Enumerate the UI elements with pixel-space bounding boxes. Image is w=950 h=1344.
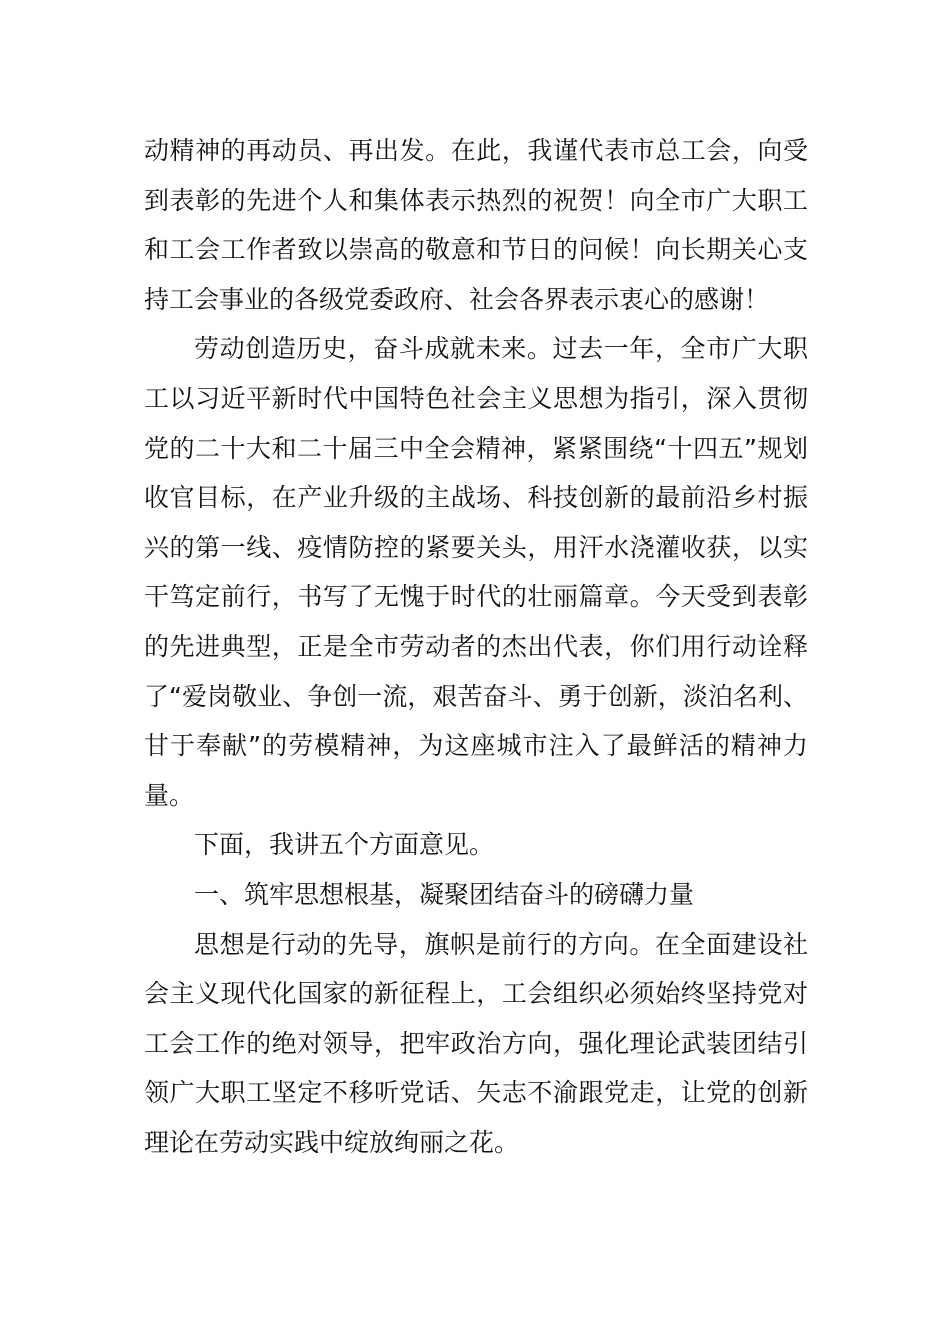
section-heading-one: 一、筑牢思想根基，凝聚团结奋斗的磅礴力量: [194, 879, 695, 909]
document-body: [144, 126, 808, 1167]
paragraph-labor-history: 劳动创造历史，奋斗成就未来。过去一年，全市广大职工以习近平新时代中国特色社会主义思想为指引，深入贯彻党的二十大和二十届三中全会精神，紧紧围绕“十四五”规划收官目标，在产业升级的主战场、科技创新的最前沿乡村振兴的第一线、疫情防控的紧要关头，用汗水浇灌收获，以实干笃定前行，书写了无愧于时代的壮丽篇章。今天受到表彰的先进典型，正是全市劳动者的杰出代表，你们用行动诠释了“爱岗敬业、争创一流，艰苦奋斗、勇于创新，淡泊名利、甘于奉献”的劳模精神，为这座城市注入了最鲜活的精神力量。: [144, 334, 808, 810]
paragraph-five-opinions: 下面，我讲五个方面意见。: [194, 830, 495, 860]
paragraph-continuation: 动精神的再动员、再出发。在此，我谨代表市总工会，向受到表彰的先进个人和集体表示热烈的祝贺！向全市广大职工和工会工作者致以崇高的敬意和节日的问候！向长期关心支持工会事业的各级党委政府、社会各界表示衷心的感谢！: [144, 136, 808, 314]
paragraph-ideological-foundation: 思想是行动的先导，旗帜是前行的方向。在全面建设社会主义现代化国家的新征程上，工会组织必须始终坚持党对工会工作的绝对领导，把牢政治方向，强化理论武装团结引领广大职工坚定不移听党话、矢志不渝跟党走，让党的创新理论在劳动实践中绽放绚丽之花。: [144, 929, 808, 1157]
